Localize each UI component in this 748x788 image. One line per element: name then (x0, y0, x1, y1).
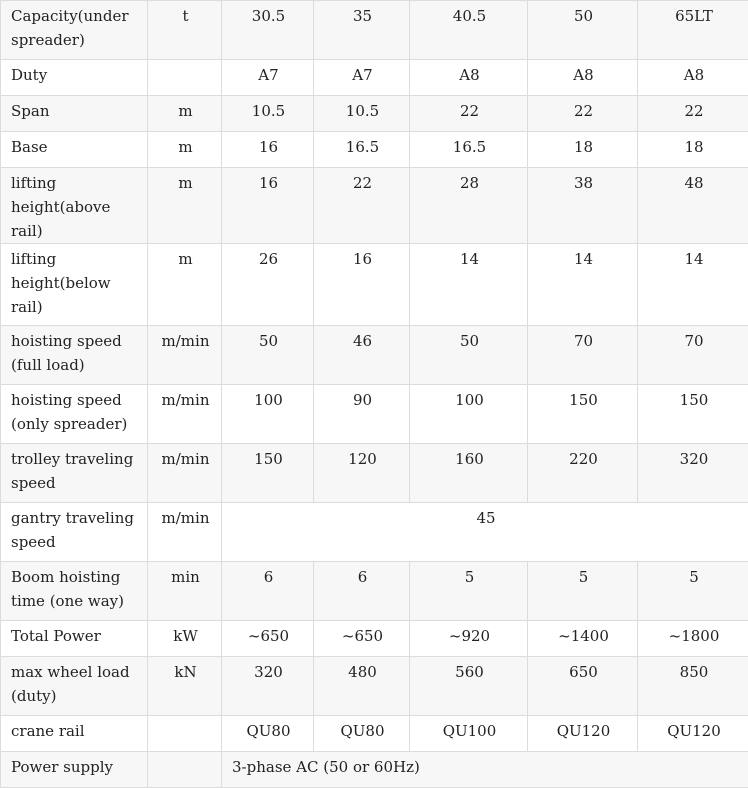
cell-value: 650 (528, 657, 638, 716)
cell-value: A8 (528, 60, 638, 96)
cell-value: 320 (638, 444, 748, 503)
table-row (1, 244, 748, 326)
row-label: Span (1, 96, 148, 132)
table-row (1, 60, 748, 96)
row-unit: m/min (148, 444, 222, 503)
cell-value: 320 (222, 657, 314, 716)
cell-value: 35 (314, 1, 410, 60)
row-label: Boom hoisting time (one way) (1, 562, 148, 621)
cell-value: A8 (410, 60, 528, 96)
cell-value: 220 (528, 444, 638, 503)
cell-value: 150 (222, 444, 314, 503)
cell-value: 50 (222, 326, 314, 385)
row-label: lifting height(below rail) (1, 244, 148, 326)
merged-cell-value: 45 (222, 503, 748, 562)
cell-value: 30.5 (222, 1, 314, 60)
row-unit: m/min (148, 385, 222, 444)
cell-value: QU120 (638, 716, 748, 752)
row-unit: kN (148, 657, 222, 716)
row-label: Capacity(under spreader) (1, 1, 148, 60)
row-label: Base (1, 132, 148, 168)
cell-value: ~1800 (638, 621, 748, 657)
cell-value: 5 (528, 562, 638, 621)
cell-value: 46 (314, 326, 410, 385)
row-unit: min (148, 562, 222, 621)
cell-value: 22 (638, 96, 748, 132)
table-row (1, 752, 748, 788)
table-row (1, 444, 748, 503)
row-label: gantry traveling speed (1, 503, 148, 562)
cell-value: 6 (314, 562, 410, 621)
cell-value: 10.5 (314, 96, 410, 132)
row-unit: m (148, 96, 222, 132)
row-label: max wheel load (duty) (1, 657, 148, 716)
row-label: hoisting speed (only spreader) (1, 385, 148, 444)
row-label: Total Power (1, 621, 148, 657)
merged-cell-value: 3-phase AC (50 or 60Hz) (222, 752, 748, 788)
cell-value: QU120 (528, 716, 638, 752)
cell-value: 16 (314, 244, 410, 326)
cell-value: ~1400 (528, 621, 638, 657)
cell-value: 5 (638, 562, 748, 621)
cell-value: 14 (638, 244, 748, 326)
table-row (1, 716, 748, 752)
row-label: crane rail (1, 716, 148, 752)
row-unit: t (148, 1, 222, 60)
table-row (1, 657, 748, 716)
cell-value: 18 (638, 132, 748, 168)
table-row (1, 96, 748, 132)
cell-value: A8 (638, 60, 748, 96)
row-label: Duty (1, 60, 148, 96)
cell-value: 28 (410, 168, 528, 244)
cell-value: 48 (638, 168, 748, 244)
table-row (1, 621, 748, 657)
cell-value: 50 (410, 326, 528, 385)
row-label: hoisting speed (full load) (1, 326, 148, 385)
cell-value: 16.5 (314, 132, 410, 168)
table-row (1, 168, 748, 244)
cell-value: 38 (528, 168, 638, 244)
row-unit: m/min (148, 503, 222, 562)
cell-value: 26 (222, 244, 314, 326)
cell-value: 480 (314, 657, 410, 716)
cell-value: A7 (314, 60, 410, 96)
cell-value: QU80 (222, 716, 314, 752)
row-unit: m (148, 132, 222, 168)
cell-value: QU100 (410, 716, 528, 752)
table-row (1, 562, 748, 621)
row-unit (148, 716, 222, 752)
cell-value: ~650 (314, 621, 410, 657)
cell-value: 22 (314, 168, 410, 244)
cell-value: 70 (638, 326, 748, 385)
table-row (1, 385, 748, 444)
cell-value: 65LT (638, 1, 748, 60)
cell-value: 70 (528, 326, 638, 385)
cell-value: 14 (528, 244, 638, 326)
row-label: trolley traveling speed (1, 444, 148, 503)
row-unit (148, 60, 222, 96)
row-label: Power supply (1, 752, 148, 788)
cell-value: 100 (410, 385, 528, 444)
cell-value: QU80 (314, 716, 410, 752)
cell-value: 14 (410, 244, 528, 326)
cell-value: 5 (410, 562, 528, 621)
cell-value: 40.5 (410, 1, 528, 60)
cell-value: 16 (222, 132, 314, 168)
table-row (1, 1, 748, 60)
cell-value: 6 (222, 562, 314, 621)
table-row (1, 132, 748, 168)
row-unit: m (148, 244, 222, 326)
cell-value: A7 (222, 60, 314, 96)
cell-value: ~920 (410, 621, 528, 657)
row-label: lifting height(above rail) (1, 168, 148, 244)
cell-value: 850 (638, 657, 748, 716)
cell-value: 22 (528, 96, 638, 132)
cell-value: 22 (410, 96, 528, 132)
cell-value: 90 (314, 385, 410, 444)
cell-value: 150 (528, 385, 638, 444)
cell-value: 18 (528, 132, 638, 168)
cell-value: 10.5 (222, 96, 314, 132)
cell-value: 120 (314, 444, 410, 503)
cell-value: 16 (222, 168, 314, 244)
cell-value: 100 (222, 385, 314, 444)
row-unit (148, 752, 222, 788)
cell-value: 16.5 (410, 132, 528, 168)
cell-value: 560 (410, 657, 528, 716)
table-row (1, 326, 748, 385)
cell-value: 150 (638, 385, 748, 444)
row-unit: m (148, 168, 222, 244)
cell-value: 50 (528, 1, 638, 60)
cell-value: ~650 (222, 621, 314, 657)
row-unit: m/min (148, 326, 222, 385)
table-row (1, 503, 748, 562)
cell-value: 160 (410, 444, 528, 503)
row-unit: kW (148, 621, 222, 657)
